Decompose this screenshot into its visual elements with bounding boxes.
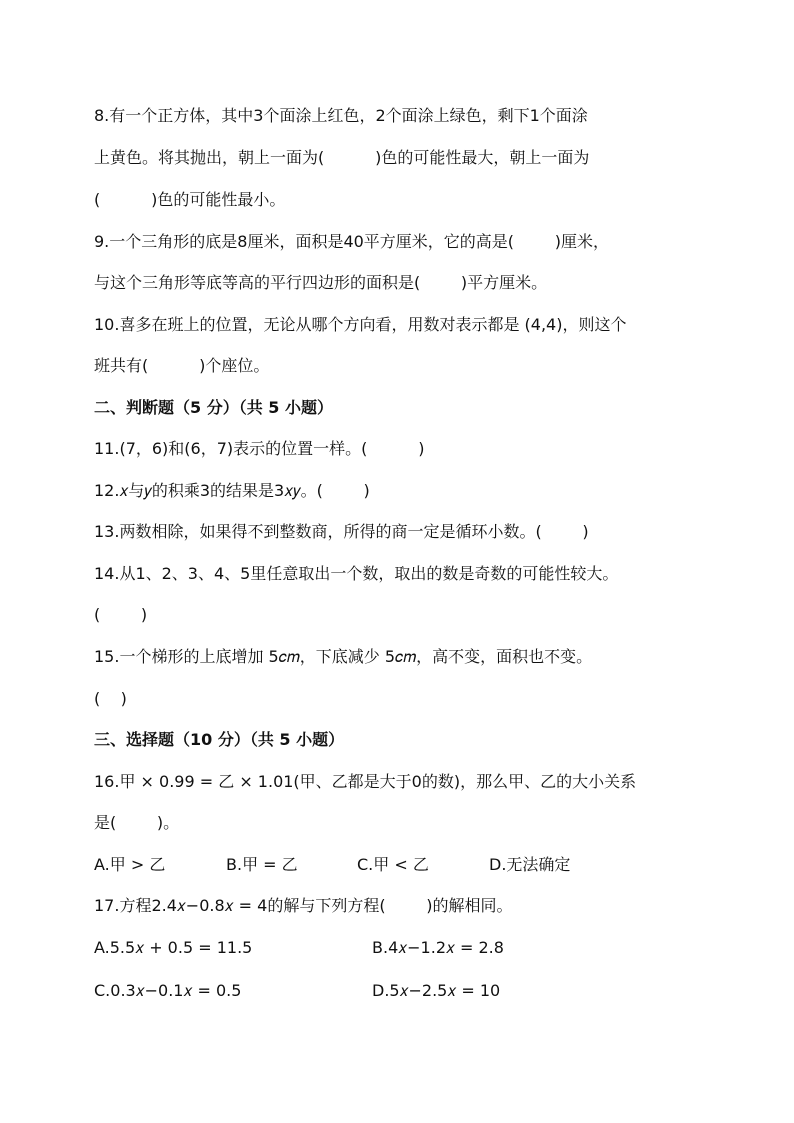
q9-line1: 9.一个三角形的底是8厘米，面积是40平方厘米，它的高是( )厘米，	[94, 232, 609, 251]
q13: 13.两数相除，如果得不到整数商，所得的商一定是循环小数。( )	[94, 522, 589, 541]
q16-option-d: D.无法确定	[489, 855, 571, 874]
q8-line1: 8.有一个正方体，其中3个面涂上红色，2个面涂上绿色，剩下1个面涂	[94, 106, 588, 125]
q16-line2: 是( )。	[94, 813, 180, 832]
q16-option-b: B.甲 = 乙	[226, 855, 298, 874]
section2-heading: 二、判断题（5 分）（共 5 小题）	[94, 398, 333, 417]
q17-option-c: C.0.3𝑥−0.1𝑥 = 0.5	[94, 981, 242, 1000]
q8-line3: ( )色的可能性最小。	[94, 190, 286, 209]
q10-line1: 10.喜多在班上的位置，无论从哪个方向看，用数对表示都是 (4,4)，则这个	[94, 315, 627, 334]
q8-line2: 上黄色。将其抛出，朝上一面为( )色的可能性最大，朝上一面为	[94, 148, 590, 167]
q11: 11.(7，6)和(6，7)表示的位置一样。( )	[94, 439, 425, 458]
q16-option-a: A.甲 > 乙	[94, 855, 166, 874]
q14-line1: 14.从1、2、3、4、5里任意取出一个数，取出的数是奇数的可能性较大。	[94, 564, 619, 583]
q17-option-d: D.5𝑥−2.5𝑥 = 10	[372, 981, 501, 1000]
q16-option-c: C.甲 < 乙	[357, 855, 429, 874]
q15-line1: 15.一个梯形的上底增加 5𝑐𝑚，下底减少 5𝑐𝑚，高不变，面积也不变。	[94, 647, 593, 666]
q15-line2: ( )	[94, 689, 127, 708]
q17-stem: 17.方程2.4𝑥−0.8𝑥 = 4的解与下列方程( )的解相同。	[94, 896, 513, 915]
q14-line2: ( )	[94, 605, 148, 624]
q12: 12.𝑥与𝑦的积乘3的结果是3𝑥𝑦。( )	[94, 481, 370, 500]
q16-line1: 16.甲 × 0.99 = 乙 × 1.01(甲、乙都是大于0的数)，那么甲、乙的大小关系	[94, 772, 637, 791]
q17-option-a: A.5.5𝑥 + 0.5 = 11.5	[94, 938, 253, 957]
q10-line2: 班共有( )个座位。	[94, 356, 270, 375]
section3-heading: 三、选择题（10 分）（共 5 小题）	[94, 730, 345, 749]
q9-line2: 与这个三角形等底等高的平行四边形的面积是( )平方厘米。	[94, 273, 548, 292]
q17-option-b: B.4𝑥−1.2𝑥 = 2.8	[372, 938, 504, 957]
